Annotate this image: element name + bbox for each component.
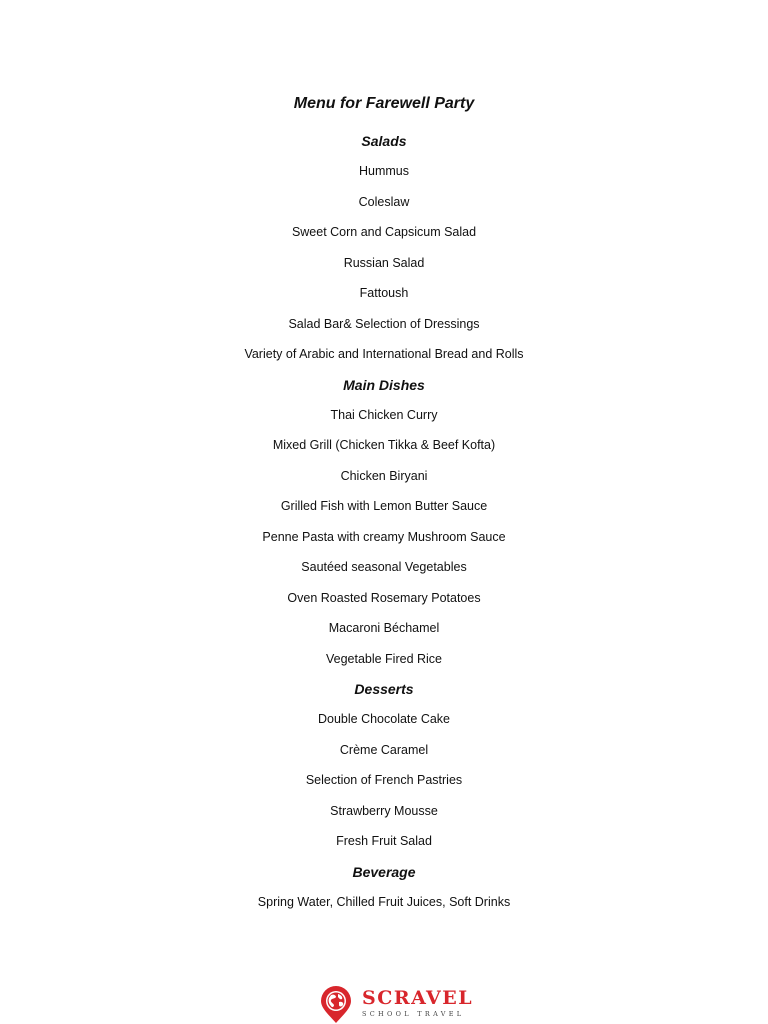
section-beverage (0, 857, 768, 918)
menu-item: Crème Caramel (339, 742, 429, 757)
menu-item: Sweet Corn and Capsicum Salad (291, 225, 477, 239)
section-desserts (0, 674, 768, 857)
menu-item: Fattoush (359, 286, 409, 300)
menu-item: Mixed Grill (Chicken Tikka & Beef Kofta) (272, 438, 496, 452)
menu-item: Hummus (358, 164, 409, 178)
menu-item: Chicken Biryani (340, 468, 428, 483)
menu-item: Variety of Arabic and International Bread and Rolls (244, 347, 524, 361)
menu-title: Menu for Farewell Party (293, 95, 475, 112)
globe-pin-icon (318, 986, 354, 1024)
menu-item: Fresh Fruit Salad (336, 834, 432, 848)
logo-wordmark: SCRAVEL (362, 987, 474, 1009)
menu-item: Oven Roasted Rosemary Potatoes (287, 590, 481, 605)
logo-tagline: SCHOOL TRAVEL (362, 1010, 465, 1018)
section-salads (0, 126, 768, 370)
menu-item: Salad Bar& Selection of Dressings (288, 316, 480, 331)
section-heading: Beverage (352, 863, 416, 880)
menu-item: Coleslaw (358, 194, 410, 209)
menu-item: Selection of French Pastries (305, 773, 463, 787)
menu-document (0, 92, 768, 917)
section-heading: Salads (361, 133, 407, 149)
menu-item: Vegetable Fired Rice (325, 651, 443, 666)
section-heading: Main Dishes (343, 376, 425, 393)
menu-item: Strawberry Mousse (330, 803, 438, 818)
menu-item: Thai Chicken Curry (330, 407, 438, 422)
scravel-logo (318, 984, 478, 1024)
section-heading: Desserts (354, 681, 414, 697)
menu-item: Penne Pasta with creamy Mushroom Sauce (262, 529, 506, 544)
menu-item: Grilled Fish with Lemon Butter Sauce (280, 499, 488, 513)
menu-item: Macaroni Béchamel (328, 621, 440, 635)
menu-item: Spring Water, Chilled Fruit Juices, Soft Drinks (257, 894, 511, 909)
menu-item: Sautéed seasonal Vegetables (301, 560, 467, 574)
section-main-dishes (0, 370, 768, 675)
menu-item: Double Chocolate Cake (317, 712, 451, 726)
menu-item: Russian Salad (343, 255, 425, 270)
